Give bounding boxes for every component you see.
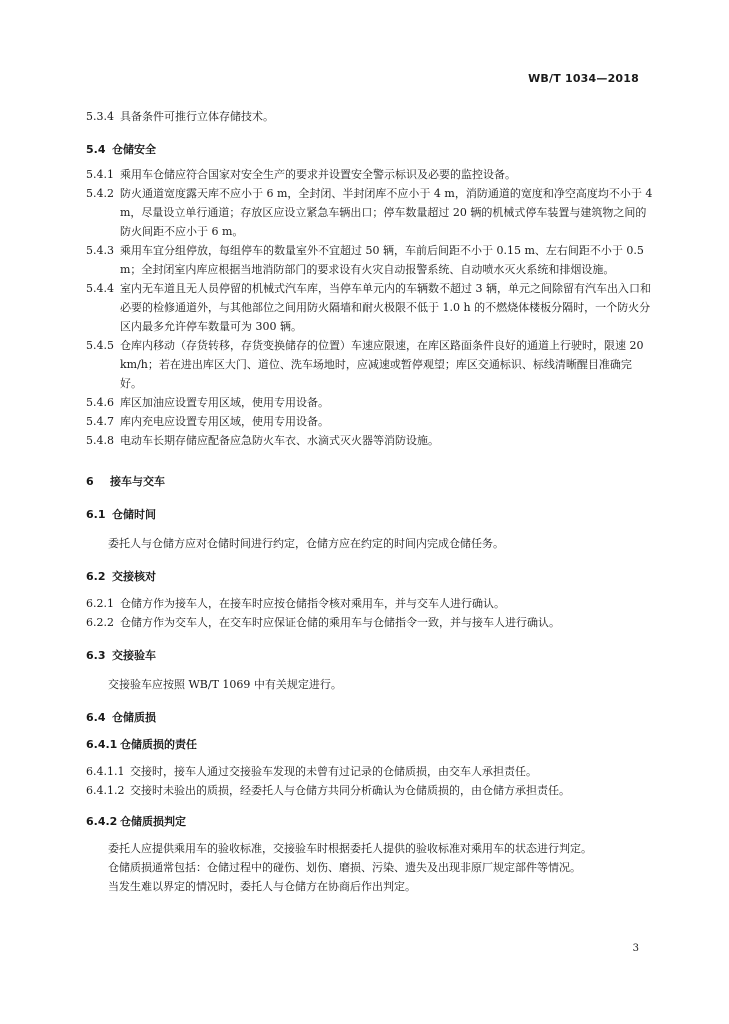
- clause-text: 委托人应提供乘用车的验收标准，交接验车时根据委托人提供的验收标准对乘用车的状态进行判定。: [108, 842, 592, 855]
- clause-number: 6.4.1: [86, 738, 118, 751]
- clause-number: 6.4.2: [86, 815, 118, 828]
- clause-text: 交接时未验出的质损，经委托人与仓储方共同分析确认为仓储质损的，由仓储方承担责任。: [130, 784, 570, 797]
- spacer: [86, 524, 653, 534]
- heading-6-2: [86, 567, 653, 586]
- spacer: [86, 694, 653, 708]
- heading-5-4: [86, 140, 653, 159]
- spacer: [86, 632, 653, 646]
- spacer: [86, 553, 653, 567]
- heading-text: 交接验车: [112, 649, 156, 662]
- clause-text: 仓储方作为交车人，在交车时应保证仓储的乘用车与仓储指令一致，并与接车人进行确认。: [120, 616, 560, 629]
- clause-number: 6.4.1.1: [86, 765, 125, 778]
- paragraph: [86, 534, 653, 553]
- heading-6-3: [86, 646, 653, 665]
- heading-6-1: [86, 505, 653, 524]
- clause-6-2-2: [86, 613, 653, 632]
- clause-text: 仓储方作为接车人，在接车时应按仓储指令核对乘用车，并与交车人进行确认。: [120, 597, 505, 610]
- clause-5-4-8: [86, 431, 653, 450]
- clause-6-4-1-1: [86, 762, 653, 781]
- heading-text: 交接核对: [112, 570, 156, 583]
- heading-text: 仓储时间: [112, 508, 156, 521]
- clause-number: 6.2.1: [86, 597, 114, 610]
- heading-6-4-1: [86, 735, 653, 754]
- clause-text: 当发生难以界定的情况时，委托人与仓储方在协商后作出判定。: [108, 880, 416, 893]
- clause-5-4-3: [86, 241, 653, 279]
- clause-5-4-1: [86, 165, 653, 184]
- clause-6-2-1: [86, 594, 653, 613]
- clause-number: 6.1: [86, 508, 106, 521]
- clause-number: 6.2.2: [86, 616, 114, 629]
- clause-text: 仓库内移动（存货转移，存货变换储存的位置）车速应限速，在库区路面条件良好的通道上行驶时，限速 20 km/h；若在进出库区大门、道位、洗车场地时，应减速或暂停观望；库区交通标识、标线清晰醒目准确完好。: [120, 339, 644, 390]
- page-number: 3: [632, 943, 639, 954]
- clause-text: 乘用车仓储应符合国家对安全生产的要求并设置安全警示标识及必要的监控设备。: [120, 168, 516, 181]
- paragraph: [86, 858, 653, 877]
- clause-6-4-1-2: [86, 781, 653, 800]
- paragraph: [86, 675, 653, 694]
- spacer: [86, 586, 653, 594]
- clause-text: 交接时，接车人通过交接验车发现的未曾有过记录的仓储质损，由交车人承担责任。: [130, 765, 537, 778]
- clause-text: 乘用车宜分组停放，每组停车的数量室外不宜超过 50 辆，车前后间距不小于 0.15 m、左右间距不小于 0.5 m；全封闭室内库应根据当地消防部门的要求设有火灾自动报警系统、自动喷水灭火系统和排烟设施。: [120, 244, 644, 276]
- heading-6-4: [86, 708, 653, 727]
- clause-number: 6.4.1.2: [86, 784, 125, 797]
- clause-number: 5.4.7: [86, 415, 114, 428]
- heading-text: 仓储安全: [112, 143, 156, 156]
- heading-6-4-2: [86, 812, 653, 831]
- spacer: [86, 450, 653, 472]
- clause-text: 电动车长期存储应配备应急防火车衣、水滴式灭火器等消防设施。: [120, 434, 439, 447]
- clause-text: 委托人与仓储方应对仓储时间进行约定，仓储方应在约定的时间内完成仓储任务。: [108, 537, 504, 550]
- clause-text: 交接验车应按照 WB/T 1069 中有关规定进行。: [108, 678, 342, 691]
- clause-number: 5.4.1: [86, 168, 114, 181]
- paragraph: [86, 839, 653, 858]
- clause-5-4-4: [86, 279, 653, 336]
- spacer: [86, 126, 653, 140]
- clause-text: 库区加油应设置专用区域，使用专用设备。: [120, 396, 329, 409]
- clause-number: 5.4: [86, 143, 106, 156]
- clause-5-4-7: [86, 412, 653, 431]
- paragraph: [86, 877, 653, 896]
- clause-number: 6.4: [86, 711, 106, 724]
- spacer: [86, 831, 653, 839]
- clause-number: 6: [86, 475, 94, 488]
- clause-text: 具备条件可推行立体存储技术。: [120, 110, 274, 123]
- clause-number: 6.3: [86, 649, 106, 662]
- heading-6: [86, 472, 653, 491]
- clause-number: 5.4.4: [86, 282, 114, 295]
- spacer: [86, 491, 653, 505]
- clause-text: 防火通道宽度露天库不应小于 6 m，全封闭、半封闭库不应小于 4 m，消防通道的宽度和净空高度均不小于 4 m，尽量设立单行通道；存放区应设立紧急车辆出口；停车数量超过 20 辆的机械式停车装置与建筑物之间的防火间距不应小于 6 m。: [120, 187, 653, 238]
- standard-number-header: WB/T 1034—2018: [528, 72, 639, 85]
- heading-text: 仓储质损的责任: [120, 738, 197, 751]
- clause-text: 室内无车道且无人员停留的机械式汽车库，当停车单元内的车辆数不超过 3 辆，单元之间除留有汽车出入口和必要的检修通道外，与其他部位之间用防火隔墙和耐火极限不低于 1.0 h 的不燃烧体楼板分隔时，一个防火分区内最多允许停车数量可为 300 辆。: [120, 282, 651, 333]
- heading-text: 仓储质损判定: [120, 815, 186, 828]
- clause-5-4-6: [86, 393, 653, 412]
- clause-number: 5.3.4: [86, 110, 114, 123]
- clause-number: 5.4.6: [86, 396, 114, 409]
- clause-text: 库内充电应设置专用区域，使用专用设备。: [120, 415, 329, 428]
- heading-text: 接车与交车: [110, 475, 165, 488]
- heading-text: 仓储质损: [112, 711, 156, 724]
- clause-5-3-4: [86, 107, 653, 126]
- clause-text: 仓储质损通常包括：仓储过程中的碰伤、划伤、磨损、污染、遗失及出现非原厂规定部件等情况。: [108, 861, 581, 874]
- clause-number: 5.4.8: [86, 434, 114, 447]
- clause-number: 5.4.2: [86, 187, 114, 200]
- clause-number: 5.4.5: [86, 339, 114, 352]
- spacer: [86, 754, 653, 762]
- clause-number: 5.4.3: [86, 244, 114, 257]
- clause-5-4-5: [86, 336, 653, 393]
- spacer: [86, 665, 653, 675]
- clause-number: 6.2: [86, 570, 106, 583]
- spacer: [86, 727, 653, 735]
- spacer: [86, 800, 653, 812]
- clause-5-4-2: [86, 184, 653, 241]
- document-body: [86, 107, 653, 896]
